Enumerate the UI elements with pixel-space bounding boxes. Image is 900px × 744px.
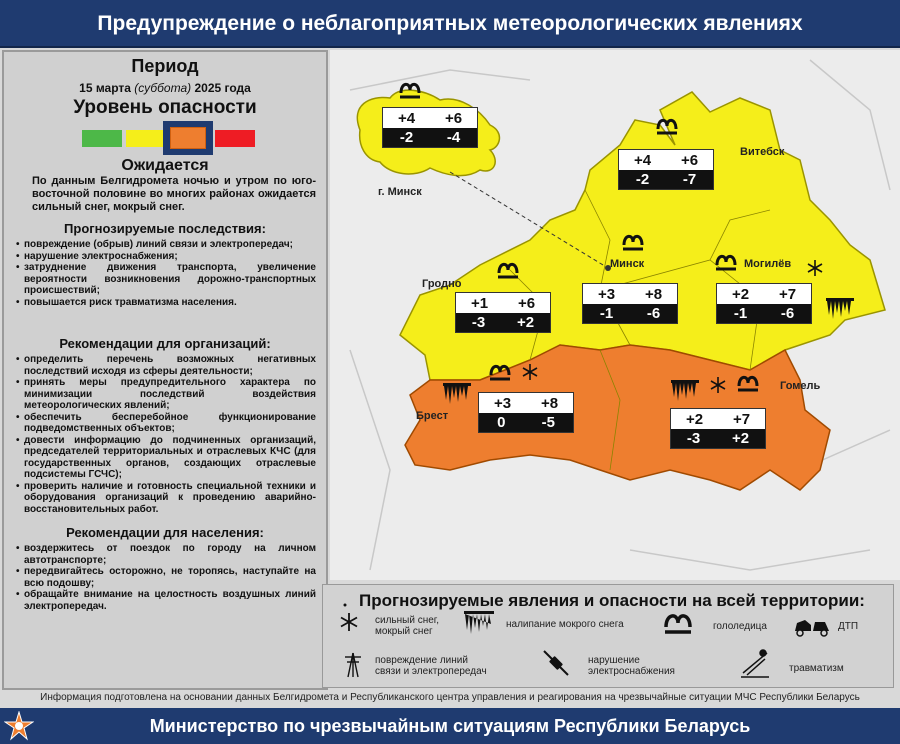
city-mogilev: Могилёв [744, 258, 792, 270]
footer-title: Министерство по чрезвычайным ситуациям Республики Беларусь [149, 716, 751, 736]
legend-label-snow: сильный снег, мокрый снег [375, 615, 439, 637]
list-item: • затруднение движения транспорта, увеличение вероятности возникновения дорожно-транспортных происшествий; [16, 262, 316, 297]
temp-box-grodno: +1 +6 -3 +2 [455, 292, 551, 333]
city-minsk: Минск [610, 258, 645, 270]
page-title: Предупреждение о неблагоприятных метеорологических явлениях [0, 0, 900, 48]
legend-label-power-outage: нарушение электроснабжения [588, 655, 675, 677]
info-panel [2, 50, 328, 690]
power-line-icon [345, 653, 361, 677]
mchs-emblem-icon [4, 711, 34, 741]
city-brest: Брест [416, 410, 449, 422]
legend [322, 584, 894, 688]
expected-text: По данным Белгидромета ночью и утром по юго-восточной половине во многих районах ожидается сильный снег, мокрый снег. [32, 175, 316, 213]
org-recommendations-title: Рекомендации для организаций: [59, 336, 271, 351]
level-green [82, 130, 122, 147]
danger-level-title: Уровень опасности [73, 97, 257, 118]
list-item: • повышается риск травматизма населения. [16, 297, 316, 309]
list-item: • определить перечень возможных негативных последствий исходя из сферы деятельности; [16, 354, 316, 377]
danger-level-scale [4, 121, 326, 155]
list-item: • проверить наличие и готовность специальной техники и оборудования организаций к проведению аварийно-восстановительных работ. [16, 481, 316, 516]
period-title: Период [131, 56, 199, 76]
legend-label-ice: гололедица [713, 621, 767, 632]
temp-box-mogilev: +2 +7 -1 -6 [716, 283, 812, 324]
temp-box-gomel: +2 +7 -3 +2 [670, 408, 766, 449]
temp-box-vitebsk: +4 +6 -2 -7 [618, 149, 714, 190]
source-note: Информация подготовлена на основании данных Белгидромета и Республиканского центра управления и реагирования на чрезвычайные ситуации МЧС Республики Беларусь [40, 692, 860, 703]
list-item: • обеспечить бесперебойное функционирование подведомственных объектов; [16, 412, 316, 435]
level-red [215, 130, 255, 147]
warning-map [330, 50, 900, 580]
list-item: • воздержитесь от поездок по городу на личном автотранспорте; [16, 543, 316, 566]
org-recommendations-list [4, 354, 326, 515]
footer [0, 708, 900, 744]
legend-title: Прогнозируемые явления и опасности на всей территории: [359, 591, 865, 610]
icicles-icon [464, 611, 494, 634]
ice-icon [665, 616, 691, 632]
list-item: • принять меры предупредительного характера по минимизации последствий воздействия метеорологических явлений; [16, 377, 316, 412]
legend-label-icicles: налипание мокрого снега [506, 619, 624, 630]
level-yellow [126, 130, 166, 147]
level-orange-selected [163, 121, 213, 155]
list-item: • повреждение (обрыв) линий связи и электропередач; [16, 239, 316, 251]
consequences-title: Прогнозируемые последствия: [64, 221, 266, 236]
temp-box-minsk-city: +4 +6 -2 -4 [382, 107, 478, 148]
legend-label-power-line: повреждение линий связи и электропередач [375, 655, 487, 677]
temp-box-brest: +3 +8 0 -5 [478, 392, 574, 433]
injury-icon [741, 650, 769, 677]
date-line: 15 марта (суббота) 2025 года [79, 81, 251, 95]
car-crash-icon [795, 620, 829, 636]
population-recommendations-title: Рекомендации для населения: [66, 525, 264, 540]
consequences-list [4, 239, 326, 308]
legend-label-injury: травматизм [789, 663, 844, 674]
population-recommendations-list [4, 543, 326, 612]
list-item: • довести информацию до подчиненных организаций, председателей территориальных и отраслевых КЧС (для государственных органов, создающих отраслевые подсистемы ГСЧС); [16, 435, 316, 481]
list-item: • передвигайтесь осторожно, не торопясь, наступайте на всю подошву; [16, 566, 316, 589]
plug-icon [544, 651, 568, 675]
temp-box-minsk-region: +3 +8 -1 -6 [582, 283, 678, 324]
list-item: • нарушение электроснабжения; [16, 251, 316, 263]
legend-label-dtp: ДТП [838, 621, 859, 632]
city-vitebsk: Витебск [740, 146, 785, 158]
snowflake-icon [341, 613, 357, 631]
city-grodno: Гродно [422, 278, 462, 290]
city-minsk-capital: г. Минск [378, 186, 422, 198]
expected-title: Ожидается [121, 157, 209, 174]
list-item: • обращайте внимание на целостность воздушных линий электропередач. [16, 589, 316, 612]
city-gomel: Гомель [780, 380, 821, 392]
